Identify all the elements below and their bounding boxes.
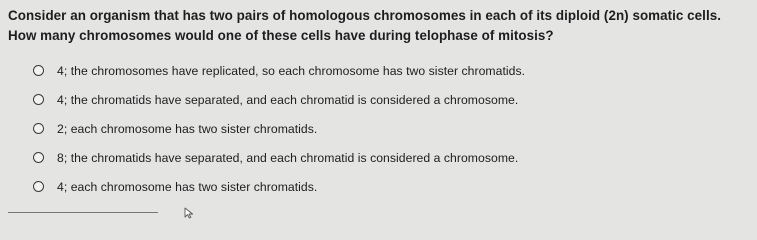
question-text: Consider an organism that has two pairs of homologous chromosomes in each of its diploid (2n) somatic cells. How many chromosomes would one of these cells have during telophase of mitosis? [8,8,721,43]
answer-option-label: 8; the chromatids have separated, and each chromatid is considered a chromosome. [57,150,519,165]
answer-option-label: 4; the chromosomes have replicated, so each chromosome has two sister chromatids. [57,63,526,78]
radio-button[interactable] [33,152,44,163]
radio-button[interactable] [33,181,44,192]
divider-line [8,212,158,213]
answer-option-label: 2; each chromosome has two sister chromatids. [57,121,318,136]
radio-button[interactable] [33,65,44,76]
answer-option-3[interactable] [33,114,733,143]
answer-option-label: 4; the chromatids have separated, and each chromatid is considered a chromosome. [57,92,519,107]
radio-button[interactable] [33,94,44,105]
answer-options [33,56,733,201]
answer-option-1[interactable] [33,56,733,85]
answer-option-label: 4; each chromosome has two sister chromatids. [57,179,318,194]
answer-option-4[interactable] [33,143,733,172]
answer-option-5[interactable] [33,172,733,201]
answer-option-2[interactable] [33,85,733,114]
radio-button[interactable] [33,123,44,134]
